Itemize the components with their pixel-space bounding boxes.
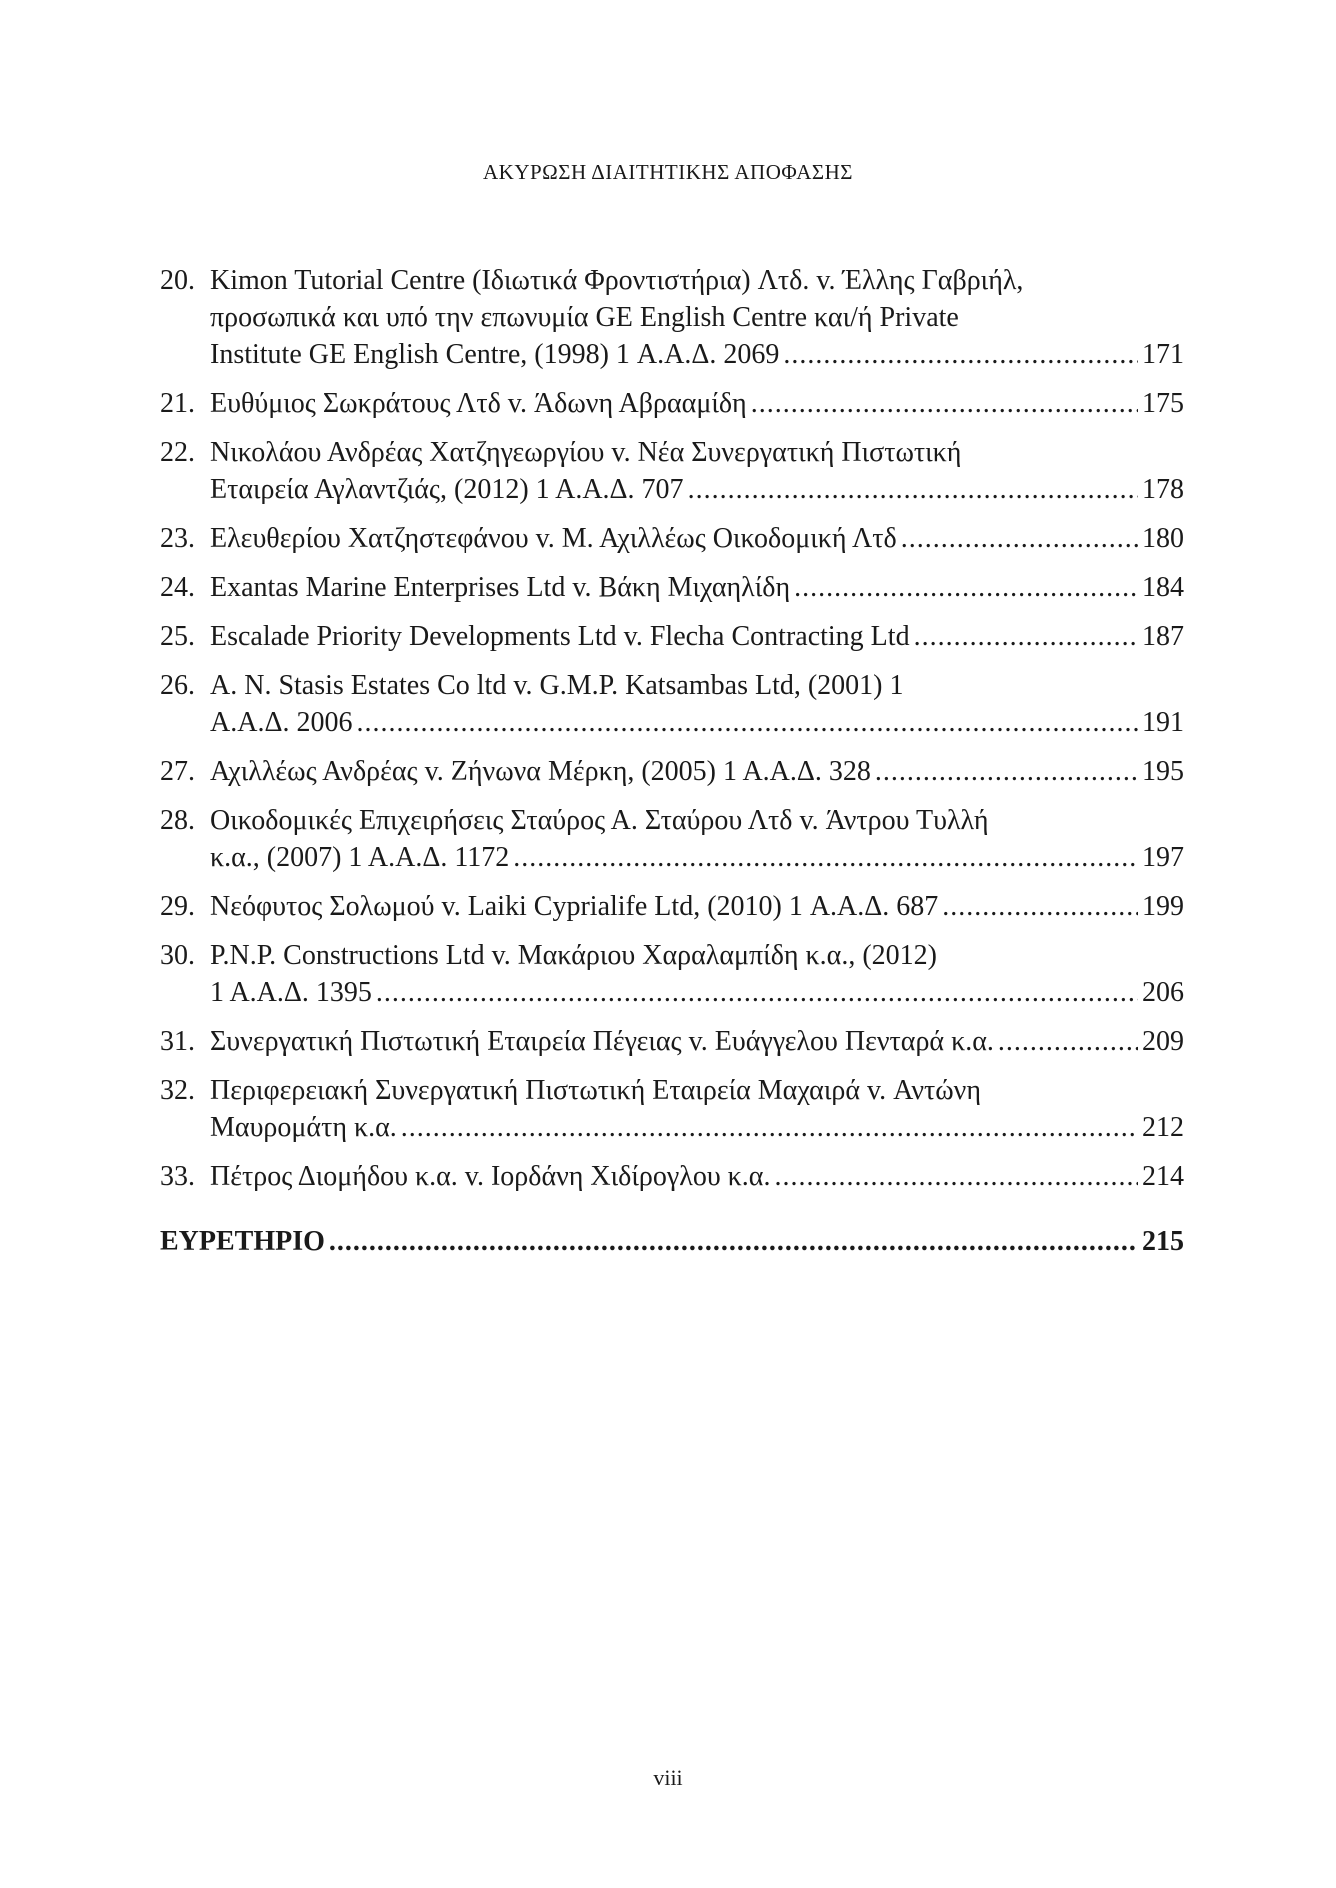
toc-entry[interactable] [160,937,1184,1011]
dot-leader [329,1223,1138,1260]
table-of-contents [160,262,1184,1272]
dot-leader [942,888,1138,925]
entry-title-line: P.N.P. Constructions Ltd v. Μακάριου Χαραλαμπίδη κ.α., (2012) [210,940,937,971]
dot-leader [783,336,1138,373]
toc-entry[interactable] [160,262,1184,373]
entry-title-line: Νικολάου Ανδρέας Χατζηγεωργίου v. Νέα Συνεργατική Πιστωτική [210,437,962,468]
dot-leader [901,520,1138,557]
entry-number: 22. [160,437,195,468]
entry-number: 28. [160,805,195,836]
entry-page-number: 184 [1142,572,1184,603]
dot-leader [688,471,1138,508]
entry-page-number: 195 [1142,756,1184,787]
entry-title-line: Ελευθερίου Χατζηστεφάνου v. Μ. Αχιλλέως Οικοδομική Λτδ [210,523,897,554]
toc-entry[interactable] [160,1158,1184,1195]
toc-entry[interactable] [160,569,1184,606]
entry-title-line: Συνεργατική Πιστωτική Εταιρεία Πέγειας v. Ευάγγελου Πενταρά κ.α. [210,1026,994,1057]
entry-title-line: Exantas Marine Enterprises Ltd v. Βάκη Μιχαηλίδη [210,572,791,603]
toc-entry[interactable] [160,618,1184,655]
entry-title-line: Kimon Tutorial Centre (Ιδιωτικά Φροντιστήρια) Λτδ. v. Έλλης Γαβριήλ, [210,265,1024,296]
entry-number: 23. [160,523,195,554]
entry-page-number: 178 [1142,474,1184,505]
entry-page-number: 197 [1142,842,1184,873]
entry-page-number: 212 [1142,1112,1184,1143]
entry-page-number: 199 [1142,891,1184,922]
entry-title-line: Νεόφυτος Σολωμού v. Laiki Cyprialife Ltd, (2010) 1 Α.Α.Δ. 687 [210,891,939,922]
entry-number: 25. [160,621,195,652]
entry-page-number: 209 [1142,1026,1184,1057]
entry-page-number: 180 [1142,523,1184,554]
entry-number: 31. [160,1026,195,1057]
entry-title-line: Α.Α.Δ. 2006 [210,707,353,738]
entry-number: 29. [160,891,195,922]
entry-title-line: 1 Α.Α.Δ. 1395 [210,977,372,1008]
entry-number: 33. [160,1161,195,1192]
dot-leader [875,753,1138,790]
page-folio: viii [653,1765,683,1790]
toc-entry[interactable] [160,385,1184,422]
entry-number: 32. [160,1075,195,1106]
entry-title-line: Εταιρεία Αγλαντζιάς, (2012) 1 Α.Α.Δ. 707 [210,474,684,505]
toc-entry[interactable] [160,888,1184,925]
entry-title-line: κ.α., (2007) 1 Α.Α.Δ. 1172 [210,842,510,873]
entry-page-number: 206 [1142,977,1184,1008]
entry-page-number: 191 [1142,707,1184,738]
entry-title-line: Αχιλλέως Ανδρέας v. Ζήνωνα Μέρκη, (2005) 1 Α.Α.Δ. 328 [210,756,871,787]
entry-number: 30. [160,940,195,971]
entry-title-line: Escalade Priority Developments Ltd v. Flecha Contracting Ltd [210,621,910,652]
running-header: ΑΚΥΡΩΣΗ ΔΙΑΙΤΗΤΙΚΗΣ ΑΠΟΦΑΣΗΣ [483,160,853,184]
entry-number: 24. [160,572,195,603]
index-label: ΕΥΡΕΤΗΡΙΟ [160,1226,325,1257]
toc-entry[interactable] [160,667,1184,741]
dot-leader [774,1158,1138,1195]
entry-page-number: 214 [1142,1161,1184,1192]
dot-leader [751,385,1138,422]
entry-number: 21. [160,388,195,419]
entry-page-number: 187 [1142,621,1184,652]
entry-page-number: 171 [1142,339,1184,370]
toc-entry[interactable] [160,434,1184,508]
entry-number: 26. [160,670,195,701]
entry-title-line: Μαυρομάτη κ.α. [210,1112,397,1143]
toc-entry[interactable] [160,753,1184,790]
toc-index-entry[interactable] [160,1223,1184,1260]
toc-entry[interactable] [160,1023,1184,1060]
entry-number: 20. [160,265,195,296]
dot-leader [914,618,1138,655]
toc-entry[interactable] [160,1072,1184,1146]
toc-entry[interactable] [160,802,1184,876]
toc-entry[interactable] [160,520,1184,557]
dot-leader [998,1023,1138,1060]
entry-page-number: 175 [1142,388,1184,419]
entry-title-line: Πέτρος Διομήδου κ.α. v. Ιορδάνη Χιδίρογλου κ.α. [210,1161,771,1192]
entry-title-line: Institute GE English Centre, (1998) 1 Α.Α.Δ. 2069 [210,339,780,370]
dot-leader [376,974,1138,1011]
index-page-number: 215 [1142,1226,1184,1257]
toc-entries [160,262,1184,1195]
entry-title-line: προσωπικά και υπό την επωνυμία GE English Centre και/ή Private [210,302,959,333]
entry-title-line: Οικοδομικές Επιχειρήσεις Σταύρος Α. Σταύρου Λτδ v. Άντρου Τυλλή [210,805,989,836]
dot-leader [356,704,1138,741]
dot-leader [401,1109,1138,1146]
entry-title-line: Ευθύμιος Σωκράτους Λτδ v. Άδωνη Αβρααμίδη [210,388,747,419]
entry-title-line: A. N. Stasis Estates Co ltd v. G.M.P. Katsambas Ltd, (2001) 1 [210,670,904,701]
entry-title-line: Περιφερειακή Συνεργατική Πιστωτική Εταιρεία Μαχαιρά v. Αντώνη [210,1075,981,1106]
entry-number: 27. [160,756,195,787]
dot-leader [794,569,1138,606]
dot-leader [513,839,1138,876]
